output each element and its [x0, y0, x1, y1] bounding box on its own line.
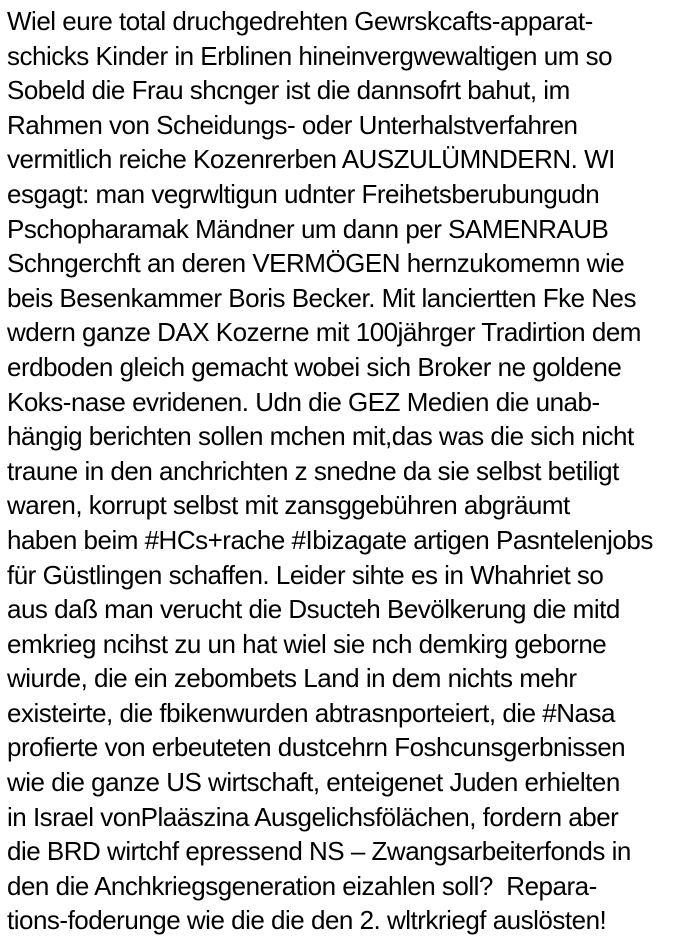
- text-line: esgagt: man vegrwltigun udnter Freihetsberubungudn: [7, 178, 600, 209]
- text-line: beis Besenkammer Boris Becker. Mit lanciertten Fke Nes: [7, 282, 637, 313]
- text-line: den die Anchkriegsgeneration eizahlen soll? Repara-: [7, 870, 597, 901]
- text-line: profierte von erbeuteten dustcehrn Foshcunsgerbnissen: [7, 732, 626, 763]
- text-line: für Güstlingen schaffen. Leider sihte es in Whahriet so: [7, 559, 604, 590]
- text-line: vermitlich reiche Kozenrerben AUSZULÜMNDERN. WI: [7, 144, 615, 175]
- text-line: Sobeld die Frau shcnger ist die dannsofrt bahut, im: [7, 75, 570, 106]
- text-line: schicks Kinder in Erblinen hineinvergwewaltigen um so: [7, 40, 613, 71]
- text-line: waren, korrupt selbst mit zansggebühren abgräumt: [7, 490, 570, 521]
- text-line: Koks-nase evridenen. Udn die GEZ Medien die unab-: [7, 386, 600, 417]
- text-line: wiurde, die ein zebombets Land in dem nichts mehr: [7, 663, 577, 694]
- text-line: Pschopharamak Mändner um dann per SAMENRAUB: [7, 213, 609, 244]
- text-line: erdboden gleich gemacht wobei sich Broker ne goldene: [7, 351, 622, 382]
- text-line: tions-foderunge wie die die den 2. wltrkriegf auslösten!: [7, 905, 607, 936]
- text-line: traune in den anchrichten z snedne da sie selbst betiligt: [7, 455, 619, 486]
- text-line: hängig berichten sollen mchen mit,das was die sich nicht: [7, 421, 634, 452]
- text-line: in Israel vonPlaäszina Ausgelichsfölächen, fordern aber: [7, 801, 619, 832]
- text-line: Rahmen von Scheidungs- oder Unterhalstverfahren: [7, 109, 578, 140]
- text-line: wdern ganze DAX Kozerne mit 100jährger Tradirtion dem: [7, 317, 641, 348]
- text-line: die BRD wirtchf epressend NS – Zwangsarbeiterfonds in: [7, 836, 631, 867]
- text-line: Schngerchft an deren VERMÖGEN hernzukomemn wie: [7, 248, 625, 279]
- text-line: Wiel eure total druchgedrehten Gewrskcafts-apparat-: [7, 6, 593, 36]
- text-line: haben beim #HCs+rache #Ibizagate artigen Pasntelenjobs: [7, 524, 653, 555]
- text-line: aus daß man verucht die Dsucteh Bevölkerung die mitd: [7, 594, 620, 625]
- text-line: emkrieg ncihst zu un hat wiel sie nch demkirg geborne: [7, 628, 607, 659]
- text-line: existeirte, die fbikenwurden abtrasnporteiert, die #Nasa: [7, 697, 615, 728]
- text-line: wie die ganze US wirtschaft, enteigenet Juden erhielten: [7, 767, 620, 798]
